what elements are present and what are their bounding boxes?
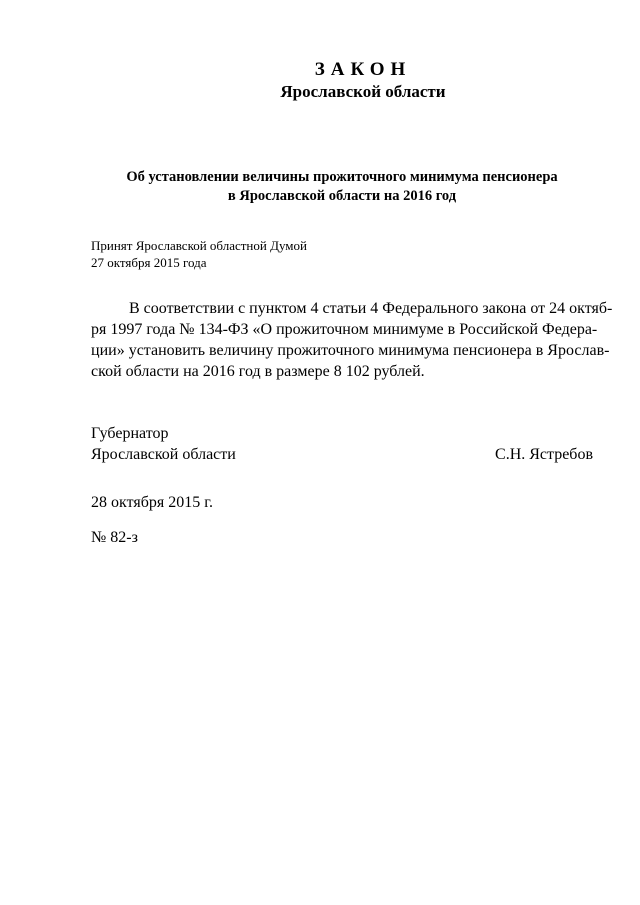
adoption-note: [91, 237, 307, 271]
governor-title: Губернатор: [91, 425, 169, 442]
adoption-note-line-2: 27 октября 2015 года: [91, 255, 207, 270]
law-title: [90, 168, 594, 206]
law-number: № 82-з: [91, 529, 138, 546]
governor-signature-block: [91, 423, 593, 465]
governor-region: Ярославской области: [91, 446, 236, 463]
body-line-2: ря 1997 года № 134-ФЗ «О прожиточном минимуме в Российской Федера-: [91, 321, 598, 338]
region-heading: Ярославской области: [280, 82, 446, 101]
body-line-4: ской области на 2016 год в размере 8 102 рублей.: [91, 363, 425, 380]
law-body-paragraph: [91, 298, 613, 382]
body-line-3: ции» установить величину прожиточного минимума пенсионера в Ярослав-: [91, 342, 610, 359]
governor-name: С.Н. Ястребов: [495, 446, 593, 463]
signing-date: 28 октября 2015 г.: [91, 494, 213, 511]
law-title-line-1: Об установлении величины прожиточного минимума пенсионера: [126, 169, 558, 185]
law-title-line-2: в Ярославской области на 2016 год: [227, 188, 457, 204]
body-line-1: В соответствии с пунктом 4 статьи 4 Федерального закона от 24 октяб-: [129, 300, 613, 317]
adoption-note-line-1: Принят Ярославской областной Думой: [91, 238, 307, 253]
document-type-heading: ЗАКОН: [314, 59, 412, 80]
